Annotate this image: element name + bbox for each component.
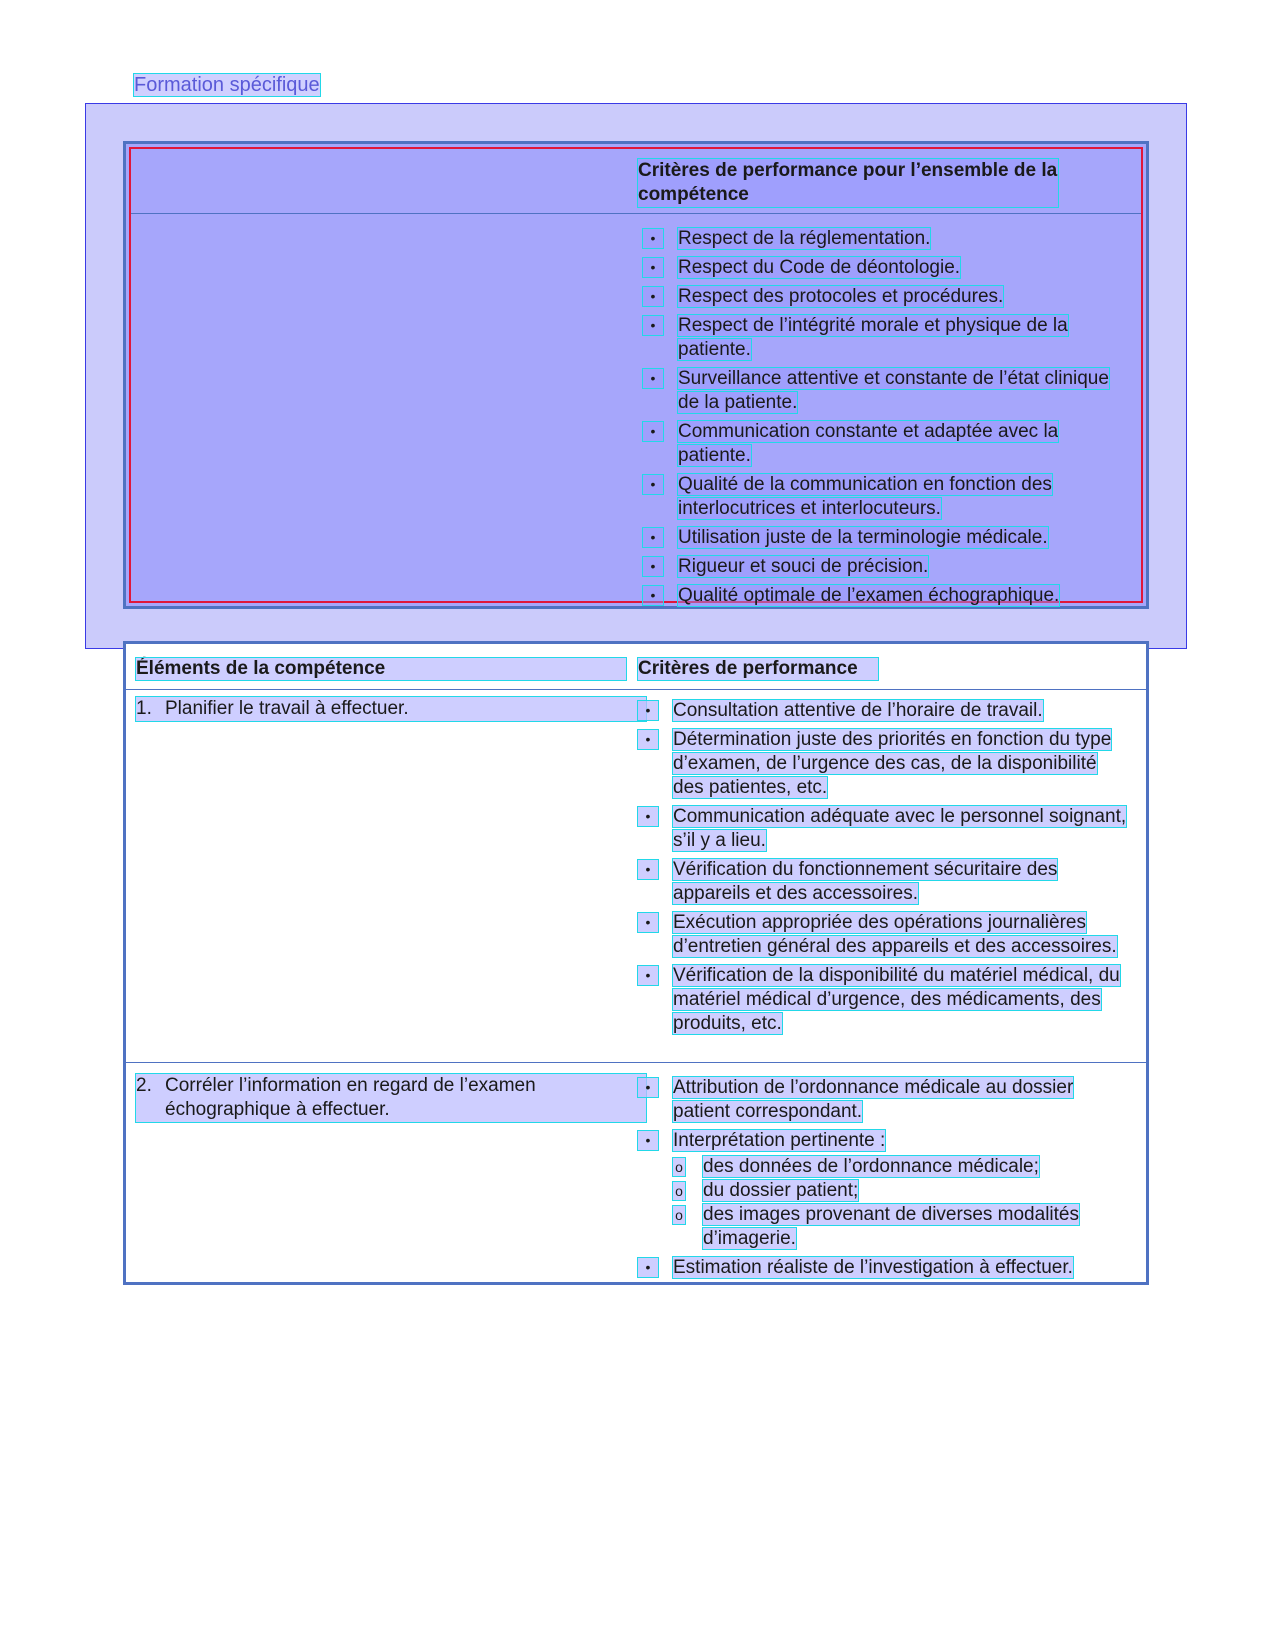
criterion-text: Qualité de la communication en fonction des interlocutrices et interlocuteurs.: [678, 474, 1052, 519]
list-item: [638, 728, 1128, 800]
element-number: 1.: [136, 698, 152, 719]
criterion-text: Vérification du fonctionnement sécuritaire des appareils et des accessoires.: [673, 859, 1058, 904]
list-item: [643, 526, 1111, 550]
bullet-icon: •: [638, 966, 658, 985]
criterion-text: Respect des protocoles et procédures.: [678, 286, 1004, 307]
bullet-icon: •: [643, 316, 663, 335]
column-header-criteria: Critères de performance: [638, 658, 878, 680]
bullet-icon: •: [638, 860, 658, 879]
bullet-icon: •: [643, 528, 663, 547]
criterion-text: Attribution de l’ordonnance médicale au dossier patient correspondant.: [673, 1077, 1074, 1122]
criterion-text: Respect du Code de déontologie.: [678, 257, 961, 278]
row-divider: [126, 1062, 1146, 1063]
bullet-icon: •: [638, 701, 658, 720]
sub-list-item: [638, 1179, 1128, 1203]
criteria-list-2: [638, 1076, 1128, 1285]
bullet-icon: •: [638, 730, 658, 749]
criterion-text: Utilisation juste de la terminologie médicale.: [678, 527, 1048, 548]
list-item: [638, 1256, 1128, 1280]
sub-criteria-list: [638, 1155, 1128, 1251]
list-item: [643, 584, 1111, 608]
bullet-icon: •: [643, 586, 663, 605]
list-item: [643, 367, 1111, 415]
bullet-icon: •: [643, 557, 663, 576]
sub-criterion-text: du dossier patient;: [703, 1180, 859, 1201]
sub-criterion-text: des données de l’ordonnance médicale;: [703, 1156, 1039, 1177]
list-item: [638, 805, 1128, 853]
bullet-icon: •: [638, 913, 658, 932]
competence-elements-table: [123, 641, 1149, 1285]
bullet-icon: •: [643, 287, 663, 306]
list-item: [638, 699, 1128, 723]
list-item: [643, 420, 1111, 468]
element-2: [136, 1074, 646, 1122]
list-item: [638, 911, 1128, 959]
circle-bullet-icon: o: [673, 1158, 685, 1176]
criterion-text: Communication constante et adaptée avec la patiente.: [678, 421, 1059, 466]
bullet-icon: •: [643, 369, 663, 388]
criterion-text: Respect de l’intégrité morale et physique de la patiente.: [678, 315, 1068, 360]
sub-list-item: [638, 1155, 1128, 1179]
element-text: Planifier le travail à effectuer.: [165, 698, 409, 719]
criterion-text: Qualité optimale de l’examen échographique.: [678, 585, 1060, 606]
list-item: [638, 858, 1128, 906]
criteria-list-1: [638, 699, 1128, 1041]
bullet-icon: •: [638, 807, 658, 826]
column-header-elements: Éléments de la compétence: [136, 658, 626, 680]
list-item: [643, 256, 1111, 280]
list-item: [643, 285, 1111, 309]
list-item: [643, 314, 1111, 362]
criterion-text: Estimation réaliste de l’investigation à effectuer.: [673, 1257, 1073, 1278]
list-item: [643, 227, 1111, 251]
bullet-icon: •: [643, 229, 663, 248]
page-header-label: Formation spécifique: [134, 74, 320, 96]
bullet-icon: •: [638, 1131, 658, 1150]
criterion-text: Communication adéquate avec le personnel soignant, s’il y a lieu.: [673, 806, 1127, 851]
criterion-text: Vérification de la disponibilité du matériel médical, du matériel médical d’urgence, des médicaments, des produits, etc.: [673, 965, 1120, 1034]
criterion-text: Consultation attentive de l’horaire de travail.: [673, 700, 1043, 721]
circle-bullet-icon: o: [673, 1206, 685, 1224]
sub-criterion-text: des images provenant de diverses modalités d’imagerie.: [703, 1204, 1079, 1249]
criterion-text: Surveillance attentive et constante de l’état clinique de la patiente.: [678, 368, 1109, 413]
header-divider: [126, 689, 1146, 690]
list-item: [638, 964, 1128, 1036]
element-number: 2.: [136, 1075, 152, 1096]
criterion-text: Détermination juste des priorités en fonction du type d’examen, de l’urgence des cas, de la disponibilité des patientes, etc.: [673, 729, 1112, 798]
element-text: Corréler l’information en regard de l’examen échographique à effectuer.: [165, 1075, 536, 1120]
list-item: [643, 473, 1111, 521]
list-item: [638, 1129, 1128, 1251]
criterion-text: Interprétation pertinente :: [673, 1130, 886, 1151]
circle-bullet-icon: o: [673, 1182, 685, 1200]
element-1: [136, 697, 646, 721]
list-item: [643, 555, 1111, 579]
overall-criteria-list: [643, 227, 1111, 613]
bullet-icon: •: [643, 422, 663, 441]
sub-list-item: [638, 1203, 1128, 1251]
list-item: [638, 1076, 1128, 1124]
bullet-icon: •: [638, 1258, 658, 1277]
criterion-text: Rigueur et souci de précision.: [678, 556, 929, 577]
criterion-text: Exécution appropriée des opérations journalières d’entretien général des appareils et des accessoires.: [673, 912, 1117, 957]
bullet-icon: •: [638, 1078, 658, 1097]
overall-criteria-inner-frame: [129, 147, 1143, 606]
criterion-text: Respect de la réglementation.: [678, 228, 931, 249]
bullet-icon: •: [643, 475, 663, 494]
overall-criteria-heading: Critères de performance pour l’ensemble de la compétence: [638, 160, 1058, 205]
bullet-icon: •: [643, 258, 663, 277]
overall-criteria-table: [123, 141, 1149, 609]
header-divider: [131, 213, 1141, 214]
